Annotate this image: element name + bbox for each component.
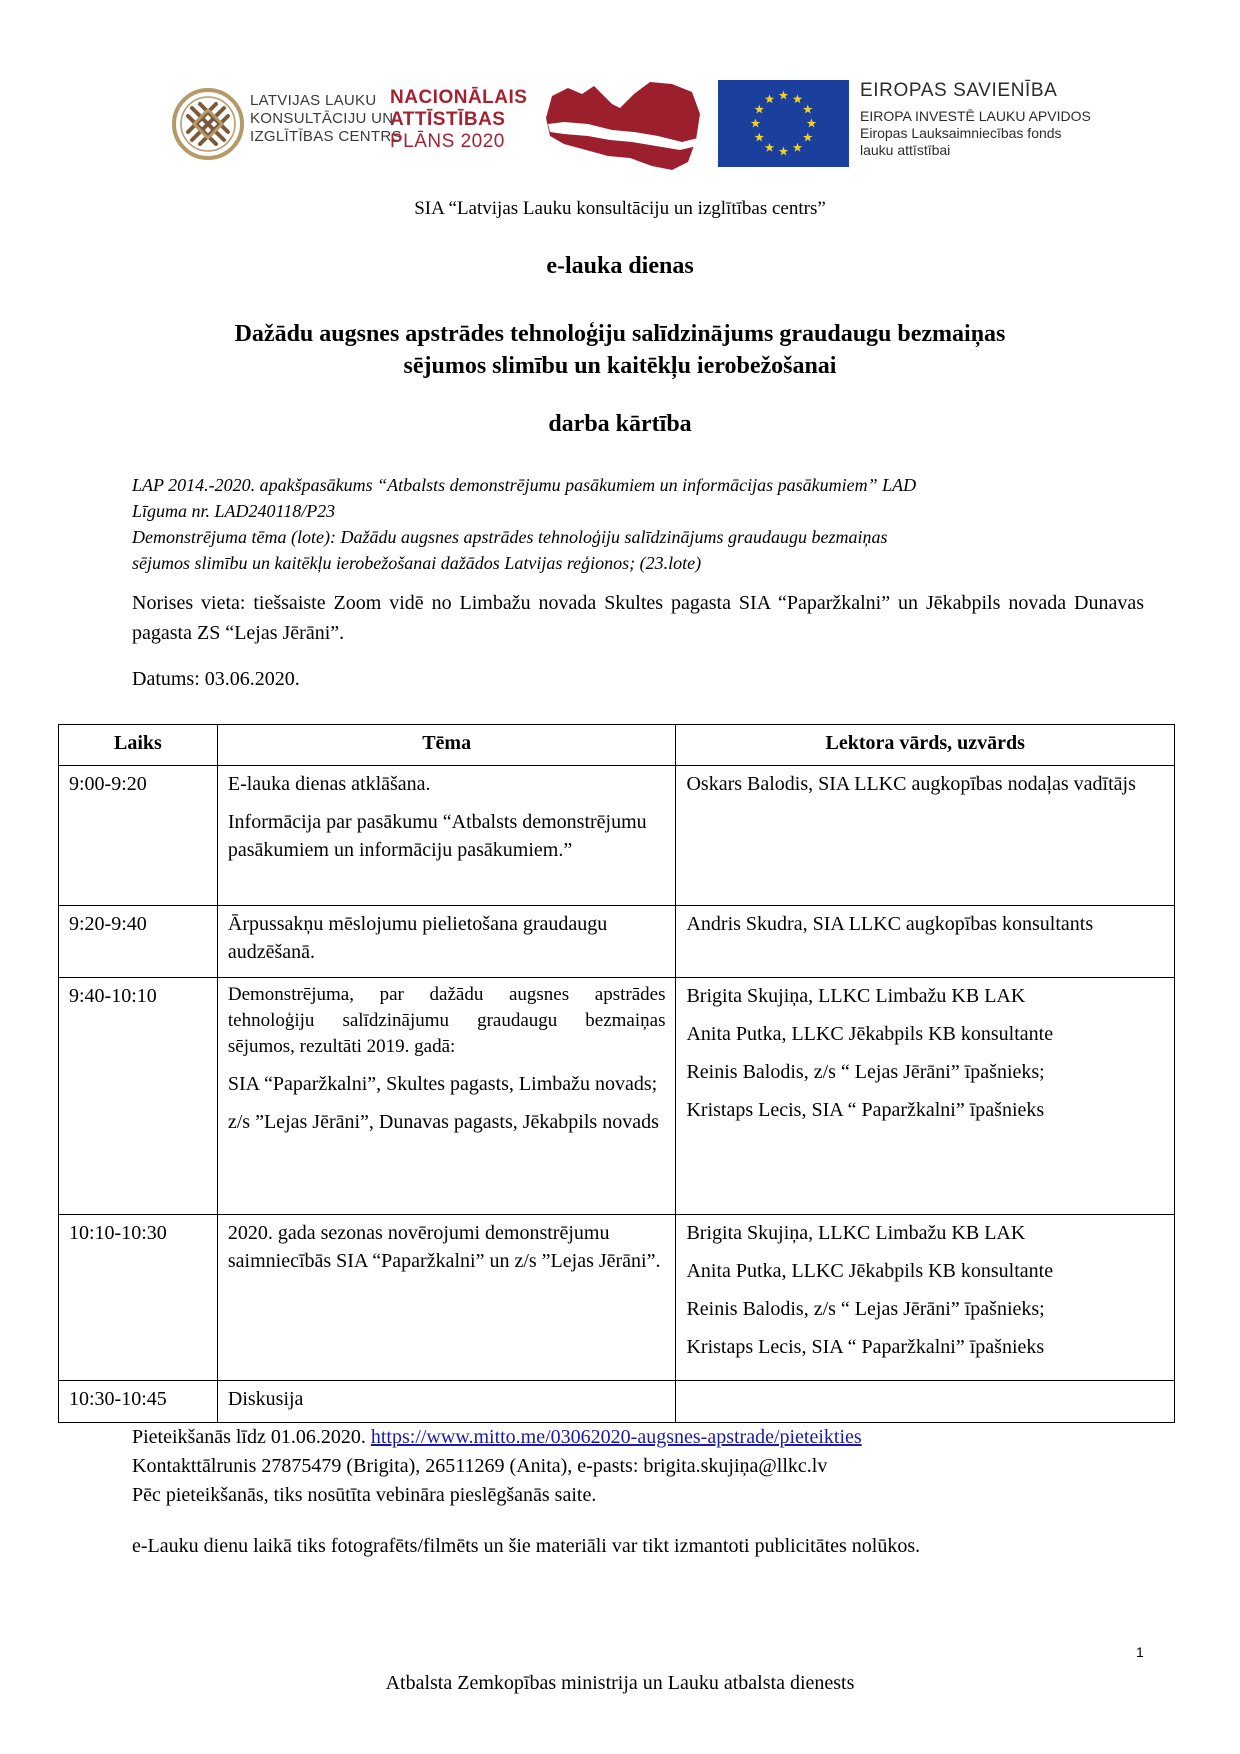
lecturer-name: Oskars Balodis, SIA LLKC augkopības nodaļas vadītājs [686, 773, 1136, 795]
time-cell: 10:10-10:30 [59, 1215, 218, 1381]
lecturer-name: Reinis Balodis, z/s “ Lejas Jērāni” īpašnieks; [686, 1061, 1045, 1083]
lecturer-name: Anita Putka, LLKC Jēkabpils KB konsultante [686, 1260, 1054, 1282]
contract-line: Līguma nr. LAD240118/P23 [132, 501, 336, 521]
topic-text: Informācija par pasākumu “Atbalsts demonstrējumu pasākumiem un informāciju pasākumiem.” [227, 811, 647, 861]
table-row [59, 1215, 1175, 1381]
nap-line: PLĀNS 2020 [390, 131, 505, 152]
event-heading: e-lauka dienas [546, 253, 694, 279]
lecturer-name: Kristaps Lecis, SIA “ Paparžkalni” īpašnieks [686, 1336, 1045, 1358]
theme-line: sējumos slimību un kaitēkļu ierobežošanai dažādos Latvijas reģionos; (23.lote) [132, 553, 702, 573]
topic-text: z/s ”Lejas Jērāni”, Dunavas pagasts, Jēkabpils novads [227, 1111, 659, 1133]
column-header: Tēma [217, 725, 676, 766]
photo-notice: e-Lauku dienu laikā tiks fotografēts/filmēts un šie materiāli var tikt izmantoti publicitātes nolūkos. [132, 1535, 921, 1557]
topic-cell [217, 766, 676, 906]
topic-text: SIA “Paparžkalni”, Skultes pagasts, Limbažu novads; [227, 1073, 658, 1095]
eu-logo-text [860, 80, 1091, 159]
support-footer: Atbalsta Zemkopības ministrija un Lauku atbalsta dienests [385, 1672, 855, 1694]
lecturer-name: Kristaps Lecis, SIA “ Paparžkalni” īpašnieks [686, 1099, 1045, 1121]
lecturer-cell [676, 978, 1175, 1215]
lecturer-name: Andris Skudra, SIA LLKC augkopības konsultants [686, 913, 1094, 935]
table-row [59, 978, 1175, 1215]
registration-link[interactable]: https://www.mitto.me/03062020-augsnes-apstrade/pieteikties [370, 1426, 862, 1448]
event-date: Datums: 03.06.2020. [132, 668, 300, 690]
nap-line: ATTĪSTĪBAS [390, 109, 506, 130]
time-cell: 9:40-10:10 [59, 978, 218, 1215]
contacts-line: Kontakttālrunis 27875479 (Brigita), 26511269 (Anita), e-pasts: brigita.skujiņa@llkc.lv [132, 1455, 828, 1477]
title-line: Dažādu augsnes apstrādes tehnoloģiju salīdzinājums graudaugu bezmaiņas [234, 321, 1006, 347]
topic-text: Ārpussakņu mēslojumu pielietošana graudaugu audzēšanā. [227, 913, 608, 963]
logo-bar [0, 72, 1240, 172]
column-header: Lektora vārds, uzvārds [676, 725, 1175, 766]
topic-cell [217, 906, 676, 978]
llkc-logo-text [250, 92, 402, 146]
table-header-row [59, 725, 1175, 766]
time-cell: 10:30-10:45 [59, 1381, 218, 1423]
eu-title: EIROPAS SAVIENĪBA [860, 80, 1058, 101]
page-number: 1 [1136, 1644, 1144, 1660]
lecturer-cell [676, 766, 1175, 906]
eu-line: Eiropas Lauksaimniecības fonds [860, 125, 1062, 141]
topic-cell [217, 978, 676, 1215]
llkc-line: IZGLĪTĪBAS CENTRS [250, 128, 402, 145]
latvia-map-icon [542, 78, 704, 172]
agenda-heading: darba kārtība [548, 411, 692, 437]
organization-name: SIA “Latvijas Lauku konsultāciju un izglītības centrs” [414, 198, 826, 219]
lecturer-cell [676, 1381, 1175, 1423]
topic-cell [217, 1215, 676, 1381]
eu-line: lauku attīstībai [860, 142, 951, 158]
agenda-table [58, 724, 1175, 1423]
topic-cell [217, 1381, 676, 1423]
table-row [59, 766, 1175, 906]
nap-line: NACIONĀLAIS [390, 87, 528, 108]
venue-text: Norises vieta: tiešsaiste Zoom vidē no Limbažu novada Skultes pagasta SIA “Paparžkalni” un Jēkabpils novada Dunavas pagasta ZS “Lejas Jērāni”. [132, 592, 1144, 644]
nap-logo-text [390, 87, 527, 153]
title-line: sējumos slimību un kaitēkļu ierobežošanai [403, 353, 837, 379]
llkc-line: KONSULTĀCIJU UN [250, 110, 394, 127]
lecturer-name: Reinis Balodis, z/s “ Lejas Jērāni” īpašnieks; [686, 1298, 1045, 1320]
registration-line [132, 1423, 862, 1452]
lecturer-name: Anita Putka, LLKC Jēkabpils KB konsultante [686, 1023, 1054, 1045]
topic-text: Demonstrējuma, par dažādu augsnes apstrādes tehnoloģiju salīdzinājumu graudaugu bezmaiņas sējumos, rezultāti 2019. gadā: [227, 984, 666, 1057]
time-cell: 9:00-9:20 [59, 766, 218, 906]
llkc-logo-icon [170, 86, 246, 162]
topic-text: Diskusija [227, 1388, 304, 1410]
llkc-line: LATVIJAS LAUKU [250, 92, 377, 109]
column-header: Laiks [59, 725, 218, 766]
topic-text: 2020. gada sezonas novērojumi demonstrējumu saimniecībās SIA “Paparžkalni” un z/s ”Lejas Jērāni”. [227, 1222, 661, 1272]
project-info [132, 472, 1132, 576]
eu-flag-icon [718, 80, 849, 167]
lecturer-cell [676, 906, 1175, 978]
webinar-link-note: Pēc pieteikšanās, tiks nosūtīta vebināra pieslēgšanās saite. [132, 1484, 597, 1506]
eu-line: EIROPA INVESTĒ LAUKU APVIDOS [860, 108, 1091, 124]
project-line: LAP 2014.-2020. apakšpasākums “Atbalsts demonstrējumu pasākumiem un informācijas pasākumiem” LAD [132, 475, 917, 495]
document-title [0, 318, 1240, 382]
lecturer-name: Brigita Skujiņa, LLKC Limbažu KB LAK [686, 985, 1026, 1007]
table-row [59, 1381, 1175, 1423]
registration-info [132, 1423, 862, 1510]
time-cell: 9:20-9:40 [59, 906, 218, 978]
table-row [59, 906, 1175, 978]
lecturer-cell [676, 1215, 1175, 1381]
topic-text: E-lauka dienas atklāšana. [227, 773, 431, 795]
theme-line: Demonstrējuma tēma (lote): Dažādu augsnes apstrādes tehnoloģiju salīdzinājums graudaugu bezmaiņas [132, 527, 888, 547]
lecturer-name: Brigita Skujiņa, LLKC Limbažu KB LAK [686, 1222, 1026, 1244]
registration-text: Pieteikšanās līdz 01.06.2020. [132, 1426, 371, 1448]
